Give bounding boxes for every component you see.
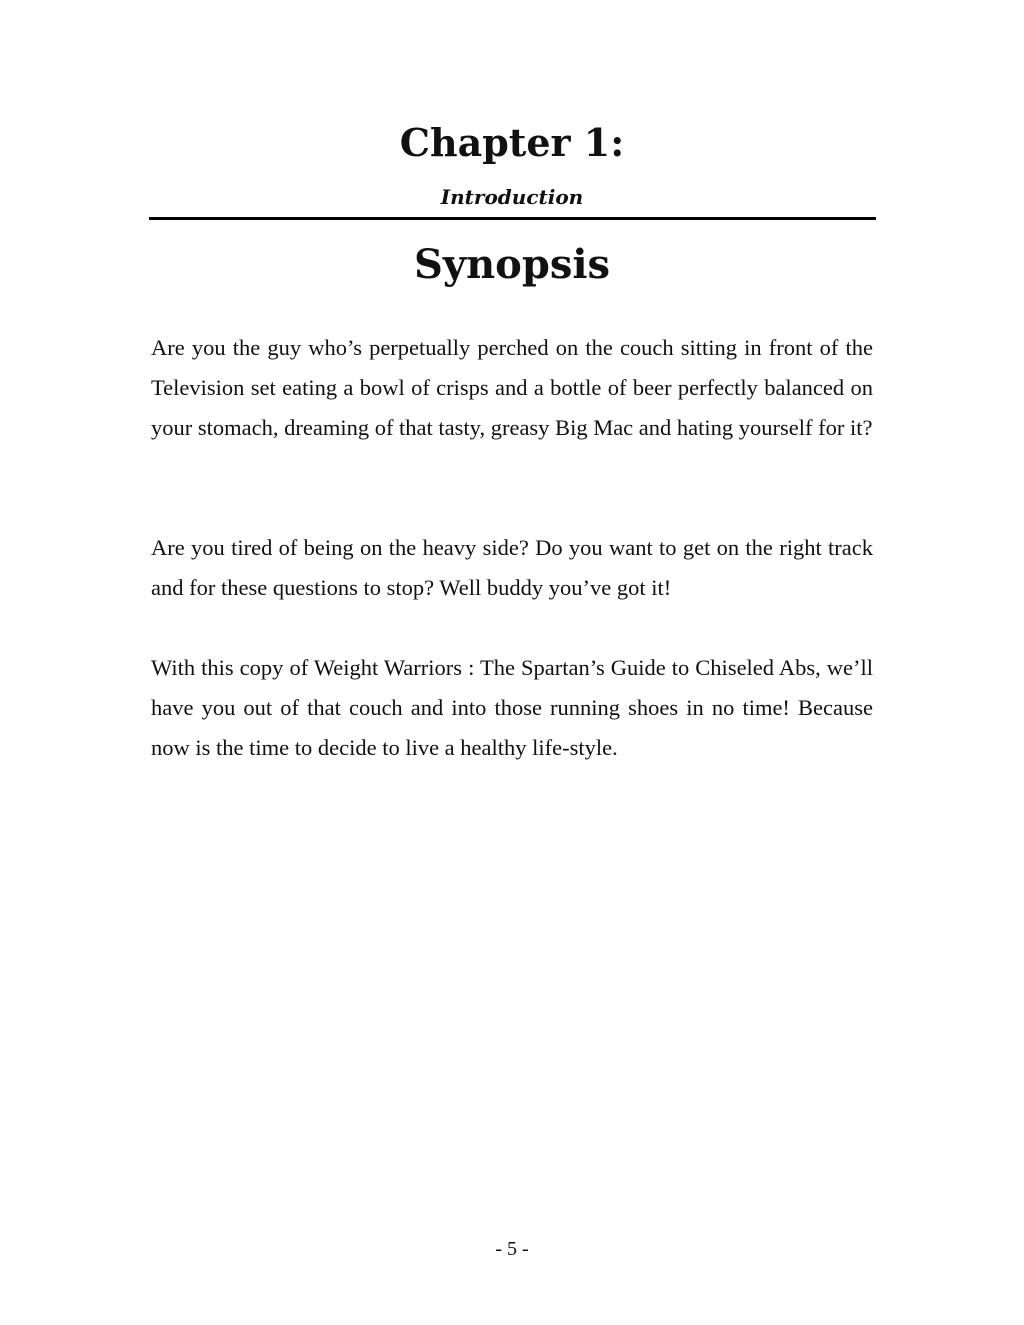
body-paragraph-2: Are you tired of being on the heavy side? Do you want to get on the right track and for these questions to stop? Well buddy you’ve got it! — [151, 535, 873, 600]
body-paragraph-1: Are you the guy who’s perpetually perched on the couch sitting in front of the Television set eating a bowl of crisps and a bottle of beer perfectly balanced on your stomach, dreaming of that tasty, greasy Big Mac and hating yourself for it? — [151, 335, 873, 440]
body-paragraph-3: With this copy of Weight Warriors : The Spartan’s Guide to Chiseled Abs, we’ll have you out of that couch and into those running shoes in no time! Because now is the time to decide to live a healthy life-style. — [151, 655, 873, 760]
page-number: - 5 - — [495, 1238, 529, 1260]
heading-divider — [149, 217, 876, 220]
section-title: Synopsis — [413, 241, 611, 288]
chapter-title: Chapter 1: — [399, 120, 625, 165]
chapter-subtitle: Introduction — [440, 185, 584, 209]
